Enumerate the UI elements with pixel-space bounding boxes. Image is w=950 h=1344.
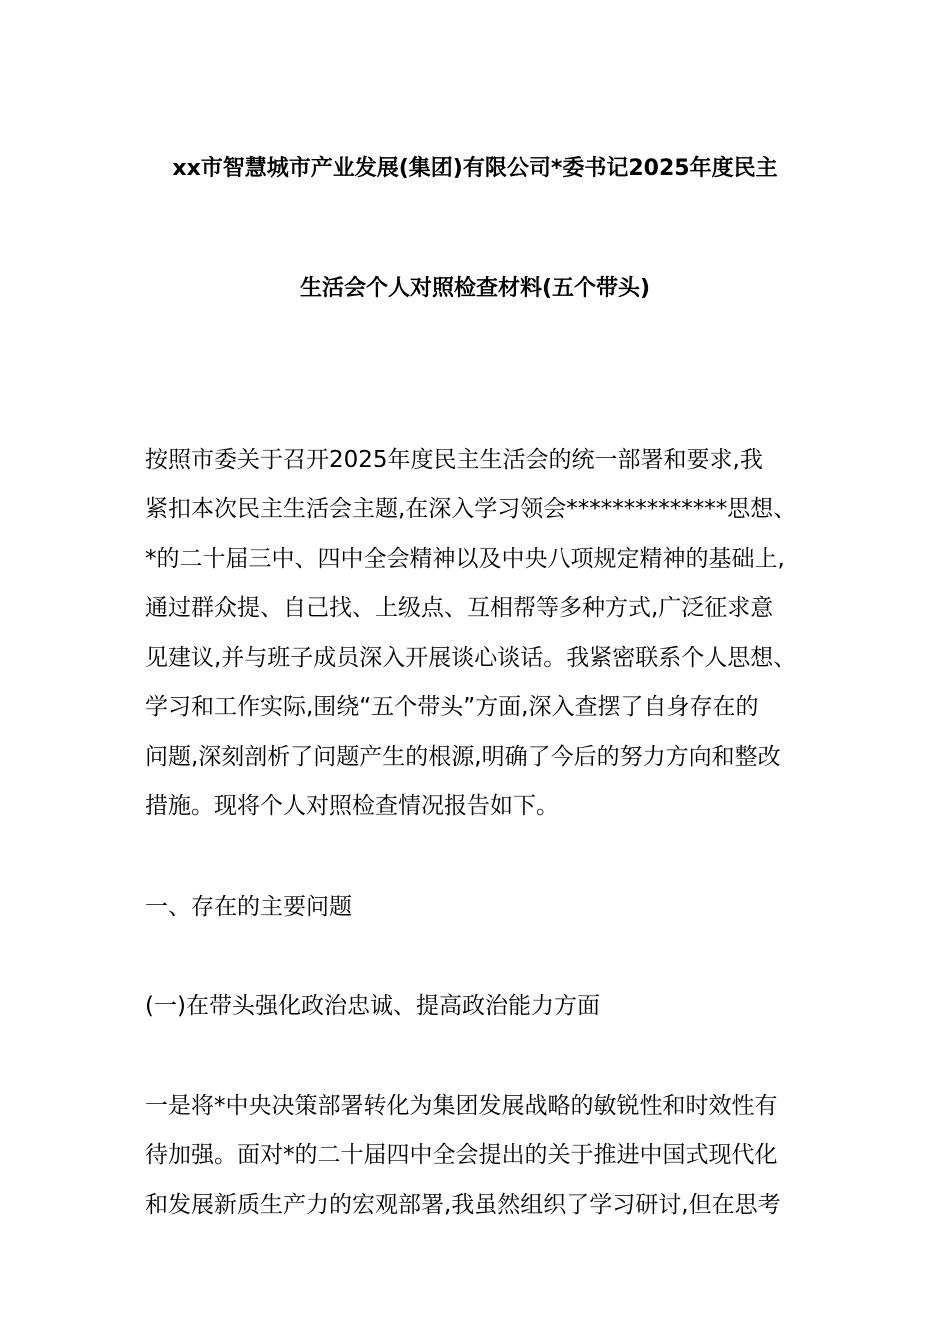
subsection-heading: (一)在带头强化政治忠诚、提高政治能力方面	[145, 993, 600, 1019]
section-heading: 一、存在的主要问题	[145, 894, 352, 920]
point-line-1: 一是将*中央决策部署转化为集团发展战略的敏锐性和时效性有	[145, 1093, 778, 1119]
intro-line-8: 措施。现将个人对照检查情况报告如下。	[145, 793, 559, 819]
intro-line-6: 学习和工作实际,围绕“五个带头”方面,深入查摆了自身存在的	[145, 694, 759, 720]
intro-line-7: 问题,深刻剖析了问题产生的根源,明确了今后的努力方向和整改	[145, 744, 781, 770]
intro-line-3: *的二十届三中、四中全会精神以及中央八项规定精神的基础上,	[145, 546, 785, 572]
intro-line-2: 紧扣本次民主生活会主题,在深入学习领会**************思想、	[145, 496, 797, 522]
point-line-2: 待加强。面对*的二十届四中全会提出的关于推进中国式现代化	[145, 1142, 778, 1168]
intro-line-1: 按照市委关于召开2025年度民主生活会的统一部署和要求,我	[145, 447, 763, 473]
point-line-3: 和发展新质生产力的宏观部署,我虽然组织了学习研讨,但在思考	[145, 1192, 781, 1218]
document-title-line-2: 生活会个人对照检查材料(五个带头)	[299, 276, 651, 301]
intro-line-4: 通过群众提、自己找、上级点、互相帮等多种方式,广泛征求意	[145, 595, 774, 621]
intro-line-5: 见建议,并与班子成员深入开展谈心谈话。我紧密联系个人思想、	[145, 645, 797, 671]
document-title-line-1: xx市智慧城市产业发展(集团)有限公司*委书记2025年度民主	[172, 156, 778, 181]
